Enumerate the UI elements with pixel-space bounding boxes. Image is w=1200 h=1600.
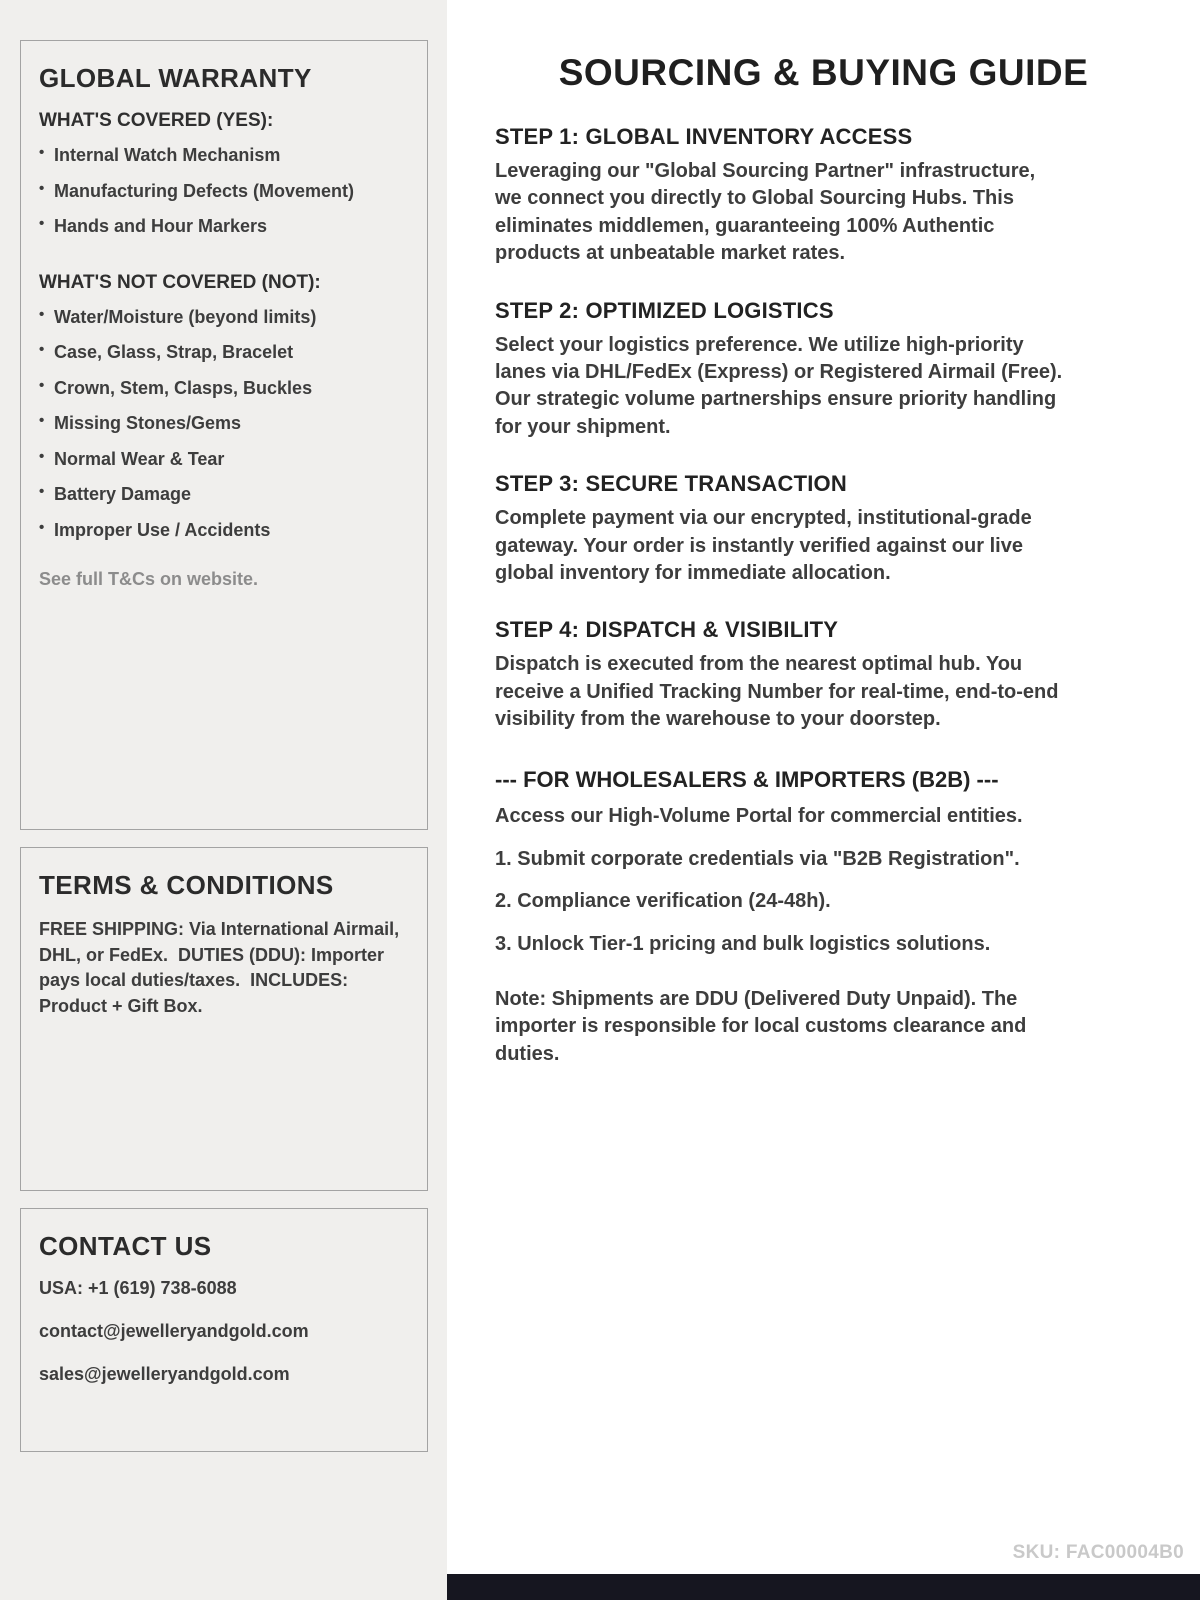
contact-us-box: [20, 1208, 428, 1452]
global-warranty-box: [20, 40, 428, 830]
step-3-body: Complete payment via our encrypted, institutional-grade gateway. Your order is instantly verified against our live global inventory for immediate allocation.: [495, 507, 1032, 584]
main-content: [447, 0, 1200, 1600]
list-item: • Crown, Stem, Clasps, Buckles: [39, 377, 409, 400]
b2b-section: [495, 767, 1152, 1068]
step-2-section: [495, 298, 1152, 442]
not-covered-list: [39, 306, 409, 542]
step-3-section: [495, 471, 1152, 587]
contact-email: contact@jewelleryandgold.com: [39, 1321, 309, 1341]
terms-body: FREE SHIPPING: Via International Airmail, DHL, or FedEx. DUTIES (DDU): Importer pays local duties/taxes. INCLUDES: Product + Gift Box.: [39, 919, 405, 1016]
step-4-section: [495, 617, 1152, 733]
covered-heading: WHAT'S COVERED (YES):: [39, 110, 274, 131]
not-covered-heading: WHAT'S NOT COVERED (NOT):: [39, 271, 321, 293]
contact-title: CONTACT US: [39, 1231, 212, 1261]
page-title: SOURCING & BUYING GUIDE: [558, 52, 1089, 93]
step-1-section: [495, 124, 1152, 268]
step-4-heading: STEP 4: DISPATCH & VISIBILITY: [495, 617, 839, 643]
b2b-heading: --- FOR WHOLESALERS & IMPORTERS (B2B) ---: [495, 767, 999, 793]
covered-list: [39, 144, 409, 238]
b2b-item-1: 1. Submit corporate credentials via "B2B Registration".: [495, 847, 1020, 870]
b2b-item-3: 3. Unlock Tier-1 pricing and bulk logistics solutions.: [495, 932, 991, 955]
footer-bar: [447, 1574, 1200, 1600]
list-item: • Improper Use / Accidents: [39, 519, 409, 542]
list-item: • Hands and Hour Markers: [39, 215, 409, 238]
sidebar: [0, 0, 447, 1600]
step-1-body: Leveraging our "Global Sourcing Partner" infrastructure, we connect you directly to Global Sourcing Hubs. This eliminates middlemen, guaranteeing 100% Authentic products at unbeatable market rates.: [495, 160, 1036, 265]
list-item: • Case, Glass, Strap, Bracelet: [39, 341, 409, 364]
list-item: • Missing Stones/Gems: [39, 412, 409, 435]
list-item: • Water/Moisture (beyond limits): [39, 306, 409, 329]
b2b-note: Note: Shipments are DDU (Delivered Duty Unpaid). The importer is responsible for local customs clearance and duties.: [495, 988, 1027, 1065]
step-3-heading: STEP 3: SECURE TRANSACTION: [495, 471, 847, 497]
warranty-title: GLOBAL WARRANTY: [39, 63, 312, 93]
sku-label: SKU: FAC00004B0: [1012, 1542, 1184, 1563]
list-item: • Normal Wear & Tear: [39, 448, 409, 471]
step-1-heading: STEP 1: GLOBAL INVENTORY ACCESS: [495, 124, 913, 149]
terms-title: TERMS & CONDITIONS: [39, 870, 334, 900]
step-2-body: Select your logistics preference. We utilize high-priority lanes via DHL/FedEx (Express) or Registered Airmail (Free). Our strategic volume partnerships ensure priority handling for your shipment.: [495, 333, 1063, 438]
list-item: • Manufacturing Defects (Movement): [39, 180, 409, 203]
warranty-footnote: See full T&Cs on website.: [39, 569, 259, 589]
b2b-intro: Access our High-Volume Portal for commercial entities.: [495, 805, 1023, 828]
list-item: • Internal Watch Mechanism: [39, 144, 409, 167]
list-item: • Battery Damage: [39, 483, 409, 506]
contact-phone: USA: +1 (619) 738-6088: [39, 1278, 237, 1298]
b2b-item-2: 2. Compliance verification (24-48h).: [495, 890, 831, 913]
step-2-heading: STEP 2: OPTIMIZED LOGISTICS: [495, 297, 834, 323]
sales-email: sales@jewelleryandgold.com: [39, 1364, 290, 1384]
step-4-body: Dispatch is executed from the nearest optimal hub. You receive a Unified Tracking Number for real-time, end-to-end visibility from the warehouse to your doorstep.: [495, 653, 1059, 731]
terms-conditions-box: [20, 847, 428, 1191]
